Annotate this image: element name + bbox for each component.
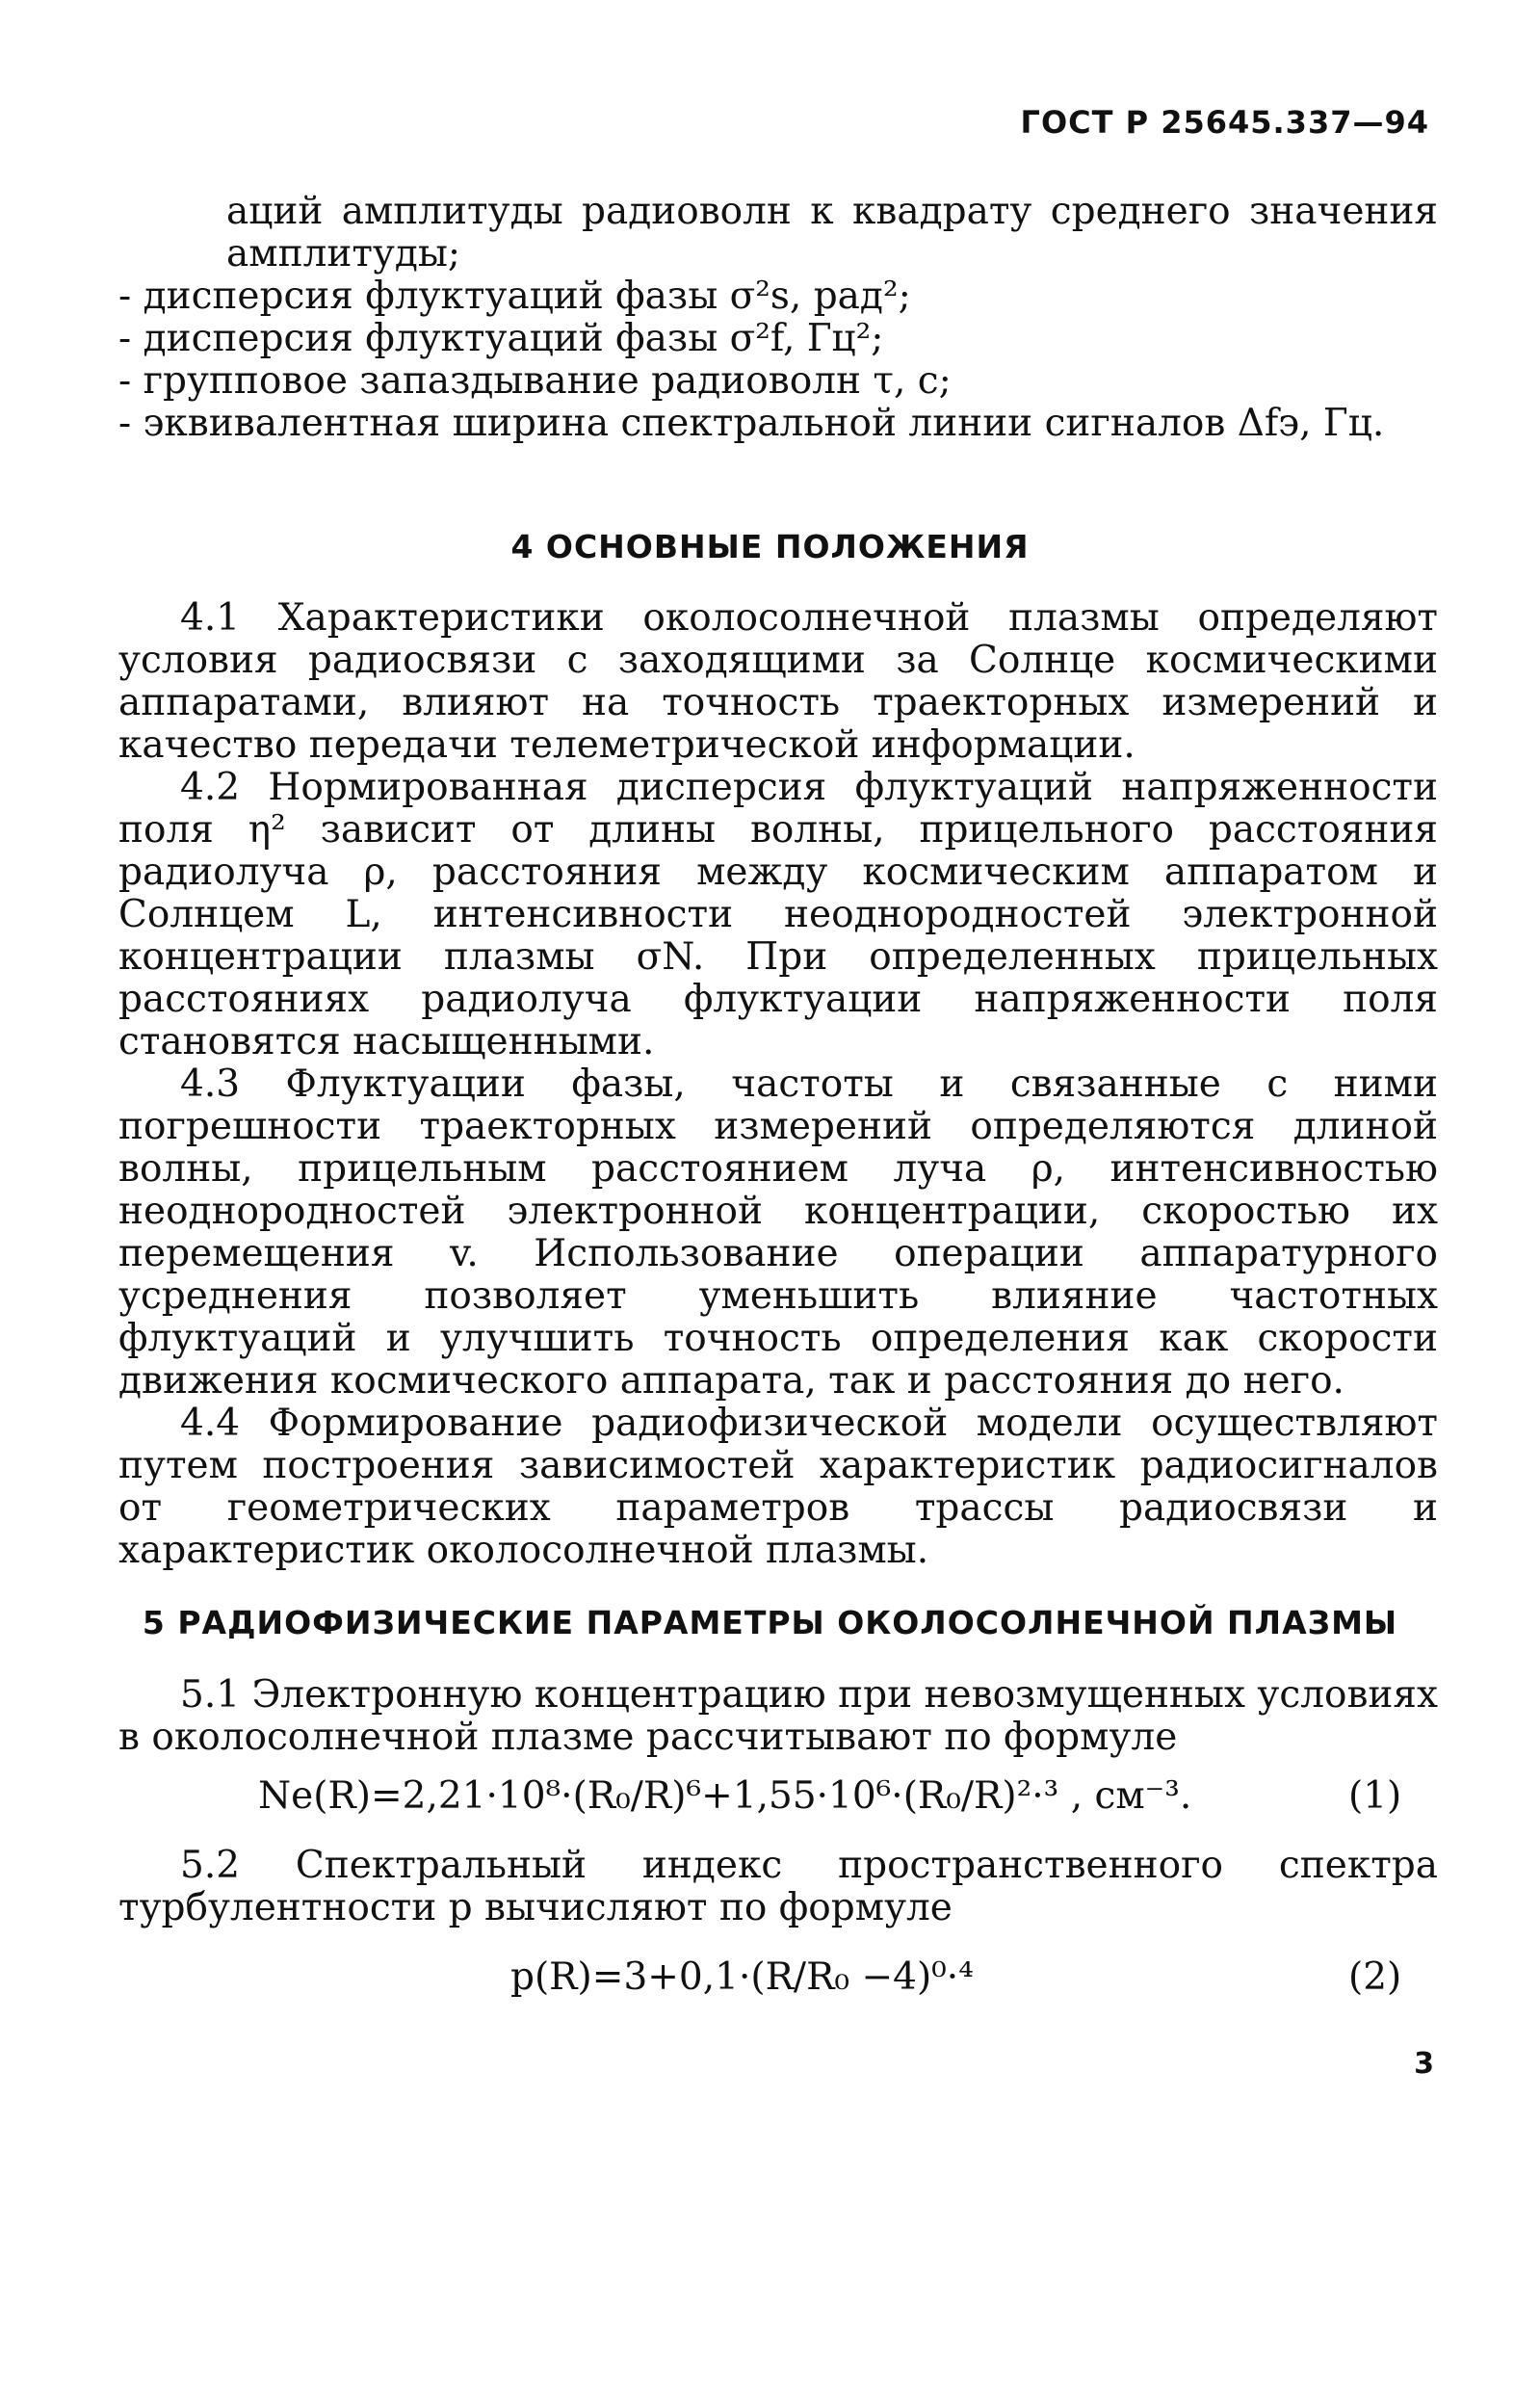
formula-1-number: (1) <box>1348 1774 1402 1818</box>
intro-line-2: амплитуды; <box>226 232 461 275</box>
formula-1: Ne(R)=2,21·10⁸·(R₀/R)⁶+1,55·10⁶·(R₀/R)²·³ , см⁻³. <box>258 1774 1192 1818</box>
paragraph-4-2: 4.2 Нормированная дисперсия флуктуаций напряженности поля η² зависит от длины волны, прицельного расстояния радиолуча ρ, расстояния между космическим аппаратом и Солнцем L, интенсивности неоднородностей электронной концентрации плазмы σN. При определенных прицельных расстояниях радиолуча флуктуации напряженности поля становятся насыщенными. <box>118 766 1438 1063</box>
document-code: ГОСТ Р 25645.337—94 <box>1020 104 1429 141</box>
section-4-heading: 4 ОСНОВНЫЕ ПОЛОЖЕНИЯ <box>510 528 1030 565</box>
formula-2: p(R)=3+0,1·(R/R₀ −4)⁰·⁴ <box>510 1955 974 1999</box>
page-number: 3 <box>1414 2047 1434 2081</box>
formula-2-number: (2) <box>1348 1955 1402 1999</box>
paragraph-5-2: 5.2 Спектральный индекс пространственного спектра турбулентности p вычисляют по формуле <box>118 1844 1438 1929</box>
list-item: - эквивалентная ширина спектральной линии сигналов Δfэ, Гц. <box>118 402 1385 445</box>
list-item: - групповое запаздывание радиоволн τ, с; <box>118 359 952 403</box>
section-4-body <box>118 597 1438 1572</box>
paragraph-4-1: 4.1 Характеристики околосолнечной плазмы определяют условия радиосвязи с заходящими за Солнце космическими аппаратами, влияют на точность траекторных измерений и качество передачи телеметрической информации. <box>118 596 1438 767</box>
paragraph-5-1-block <box>118 1674 1438 1759</box>
section-5-heading: 5 РАДИОФИЗИЧЕСКИЕ ПАРАМЕТРЫ ОКОЛОСОЛНЕЧНОЙ ПЛАЗМЫ <box>142 1604 1398 1641</box>
paragraph-4-4: 4.4 Формирование радиофизической модели осуществляют путем построения зависимостей характеристик радиосигналов от геометрических параметров трассы радиосвязи и характеристик околосолнечной плазмы. <box>118 1402 1438 1572</box>
intro-line-1: аций амплитуды радиоволн к квадрату среднего значения <box>226 190 1438 233</box>
list-item: - дисперсия флуктуаций фазы σ²f, Гц²; <box>118 317 884 360</box>
paragraph-5-1: 5.1 Электронную концентрацию при невозмущенных условиях в околосолнечной плазме рассчитывают по формуле <box>118 1673 1438 1759</box>
paragraph-4-3: 4.3 Флуктуации фазы, частоты и связанные с ними погрешности траекторных измерений определяются длиной волны, прицельным расстоянием луча ρ, интенсивностью неоднородностей электронной концентрации, скоростью их перемещения v. Использование операции аппаратурного усреднения позволяет уменьшить влияние частотных флуктуаций и улучшить точность определения как скорости движения космического аппарата, так и расстояния до него. <box>118 1062 1438 1403</box>
paragraph-5-2-block <box>118 1845 1438 1929</box>
list-item: - дисперсия флуктуаций фазы σ²s, рад²; <box>118 275 911 318</box>
intro-list <box>118 191 1438 445</box>
